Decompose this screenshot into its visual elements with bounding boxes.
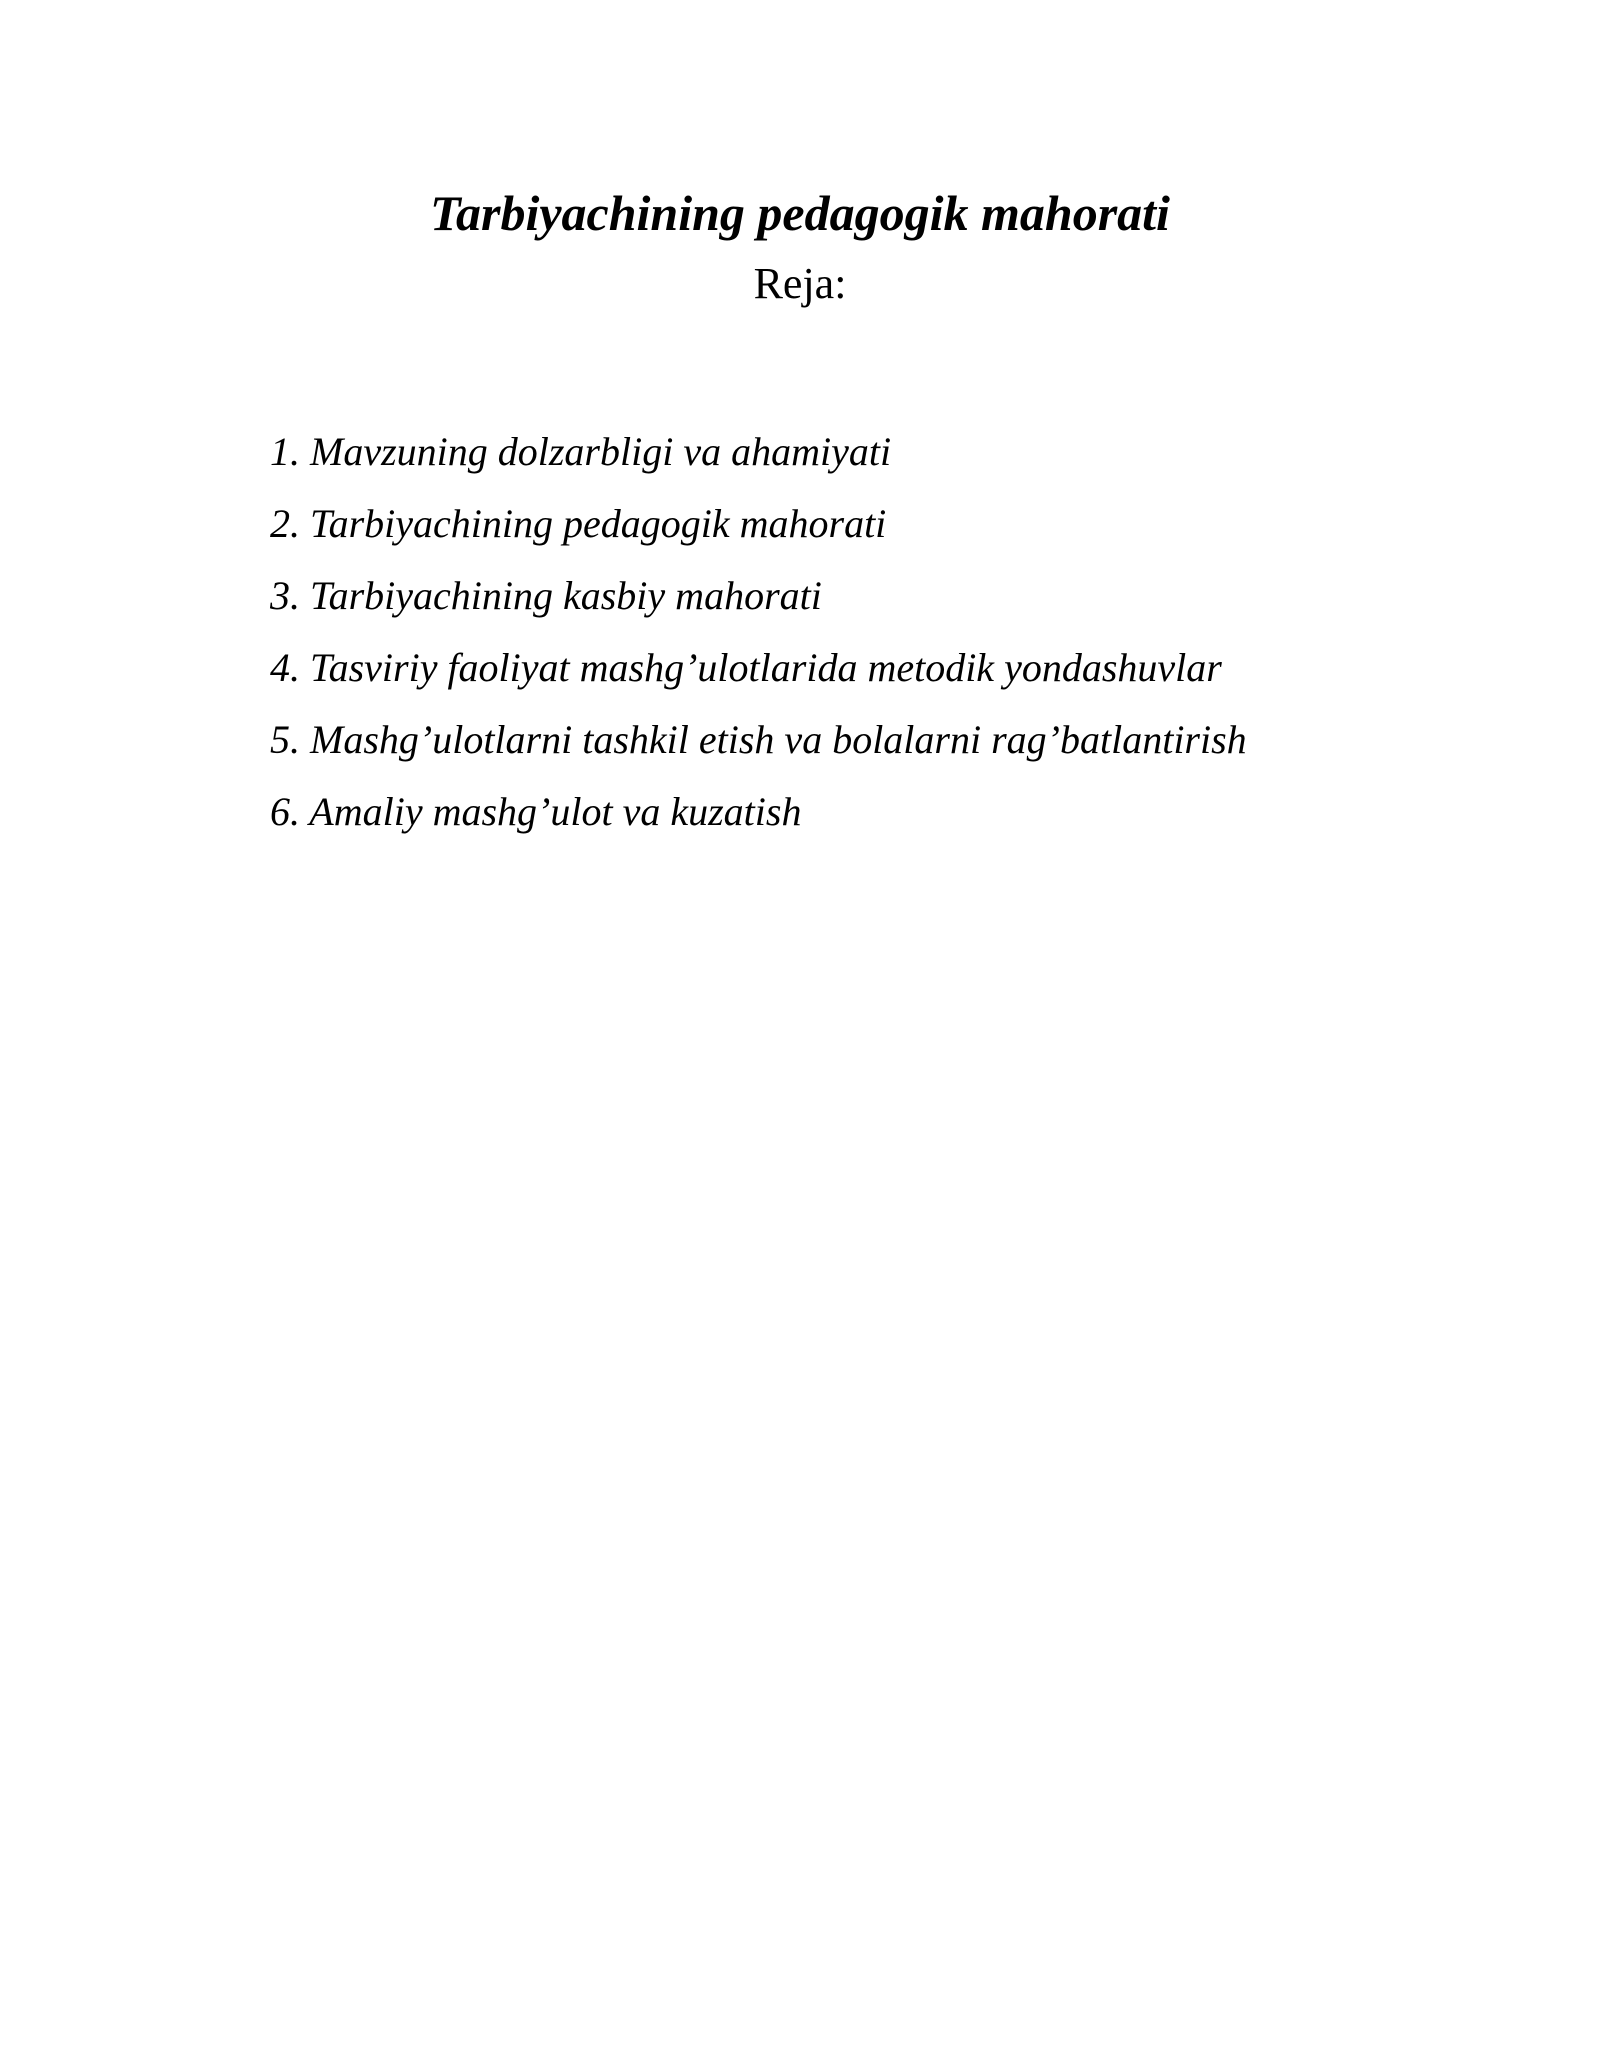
plan-item-number: 2.	[270, 501, 300, 546]
plan-item	[270, 560, 1470, 632]
plan-heading: Reja:	[753, 259, 847, 308]
plan-item	[270, 776, 1470, 848]
plan-list	[270, 416, 1470, 848]
document-title: Tarbiyachining pedagogik mahorati	[430, 185, 1170, 241]
plan-item-number: 6.	[270, 789, 300, 834]
plan-item-text: Amaliy mashg’ulot va kuzatish	[309, 789, 802, 834]
plan-item-text: Mashg’ulotlarni tashkil etish va bolalarni rag’batlantirish	[310, 717, 1247, 762]
plan-item	[270, 416, 1470, 488]
plan-item-number: 5.	[270, 717, 300, 762]
plan-item	[270, 488, 1470, 560]
plan-item-text: Tarbiyachining pedagogik mahorati	[310, 501, 887, 546]
plan-item-number: 3.	[270, 573, 300, 618]
plan-item	[270, 704, 1470, 776]
plan-item-number: 1.	[270, 429, 300, 474]
plan-item-text: Mavzuning dolzarbligi va ahamiyati	[310, 429, 892, 474]
plan-item-text: Tasviriy faoliyat mashg’ulotlarida metodik yondashuvlar	[310, 645, 1222, 690]
plan-item-text: Tarbiyachining kasbiy mahorati	[310, 573, 822, 618]
plan-item-number: 4.	[270, 645, 300, 690]
plan-item	[270, 632, 1470, 704]
